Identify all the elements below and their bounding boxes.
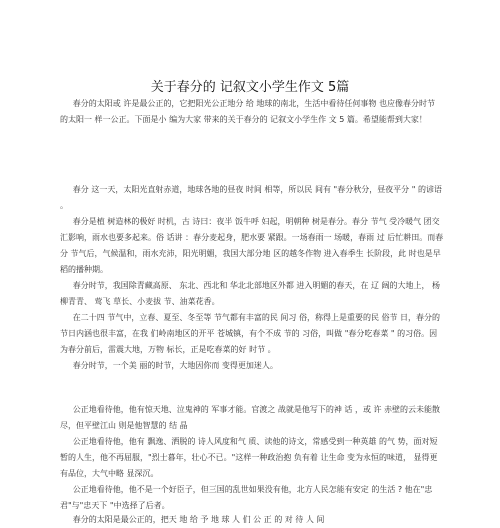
document-title: 关于春分的 记叙文小学生作文 5篇	[150, 80, 350, 95]
paragraph: 春分 这一天，太阳光直射赤道，地球各地的昼夜 时间 相等，所以民 间有 "春分秋分，昼夜平分 " 的谚语 。	[60, 185, 442, 210]
paragraph: 春分时节，我国除青藏高原、 东北、西北和 华北北部地区外都 进入明媚的春天，在 辽 阔的大地上， 杨柳青青、 莺飞 草长、小麦拔 节、油菜花香。	[60, 281, 441, 306]
paragraph: 春分是植 树造林的极好 时机，古 诗曰：夜半 饭牛呼 妇起，明朝种 树是春分。春分 节气 受冷暖气 团交汇影响，雨水也要多起来。俗 话讲 ：春分麦起身，肥水要 紧跟。一场春雨一 场暖，春雨 过 后忙耕田。而春分 节气后，气候温和，雨水充沛，阳光明媚，我国大部分地 区的越冬作物 进入春季生 长阶段，此 时也是早稻的播种期。	[60, 217, 444, 274]
paragraph-intro: 春分的太阳或 许是最公正的，它把阳光公正地分 给 地球的南北，生活中看待任何事物 也应像春分时节 的太阳一 样一公正。下面是小 编为大家 带来的关于春分的 记叙文小学生作 文 5 篇。希望能帮到大家！	[60, 99, 435, 124]
paragraph: 公正地看待他，他有 飘逸、洒脱的 诗人风度和气 质、读他的诗文，常感受到一种英雄 的气 势，面对短暂的人生，他不再屈服，"烈士暮年，壮心不已。"这样一种政治抱 负有着 让生命 变为永恒的味道， 显得更有品位，大气中略 显深沉。	[60, 437, 438, 478]
paragraph: 春分的太阳是最公正的，把天 地 给 予 地 球 人 们 公 正 的 对 待 人 间	[72, 515, 325, 524]
paragraph: 公正地看待他，他有惊天地、泣鬼神的 军事才能。官渡之 战就是他写下的神 话 ，或 许 赤壁的云未能散尽，但平壁江山 则是他智慧的 结 晶	[60, 405, 441, 430]
paragraph: 春分时节，一个美 丽的时节，大地因你而 变得更加迷人。	[72, 361, 278, 370]
paragraph: 在二十四 节气中，立春、夏至、冬至等 节气都有丰富的民 间习 俗，称得上是重要的民 俗节 日，春分的 节日内涵也很丰富，在我 们岭南地区的开平 苍城镇，有个不成 节的 习俗，叫做 "春分吃春菜 " 的习俗。因 为春分前后，雷震大地，万物 标长，正是吃春菜的好 时节 。	[60, 313, 441, 354]
paragraph: 公正地看待他，他不是一个好臣子，但三国的乱世如果没有他，北方人民怎能有安定 的生活 ? 他在"忠君"与"忠天下 "中选择了后者。	[60, 485, 433, 510]
